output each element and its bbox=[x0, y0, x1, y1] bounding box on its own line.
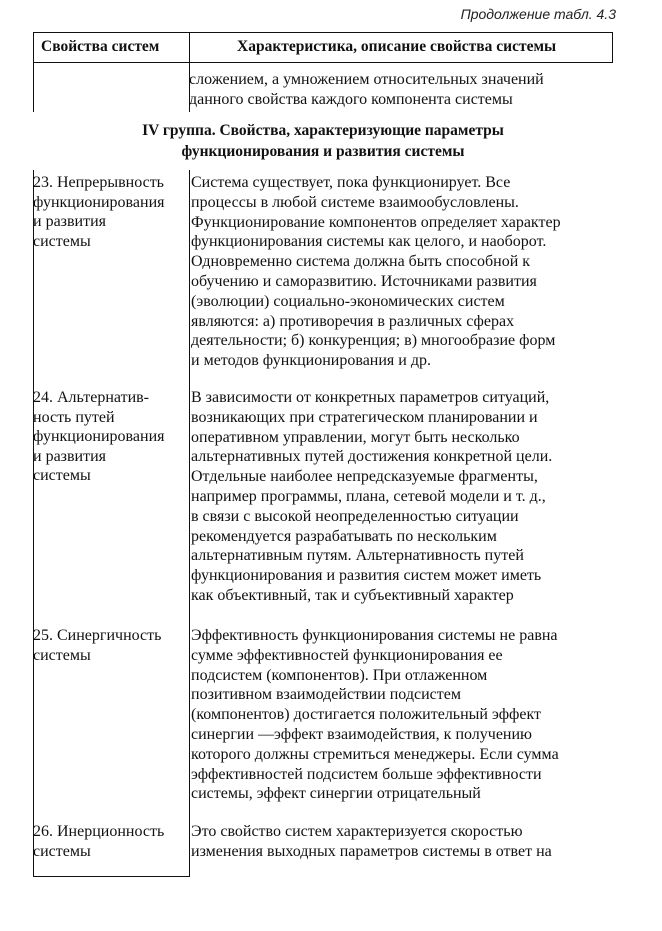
property-name bbox=[33, 388, 185, 486]
continued-description bbox=[189, 70, 599, 110]
property-line: 25. Синергичность bbox=[33, 627, 162, 644]
description-line: альтернативным путям. Альтернативность путей bbox=[191, 547, 524, 565]
description-line: позитивном взаимодействии подсистем bbox=[191, 686, 461, 704]
description-line: обучению и саморазвитию. Источниками развития bbox=[191, 272, 537, 290]
description-line: синергии —эффект взаимодействия, к получению bbox=[191, 725, 532, 743]
description-line: подсистем (компонентов). При отлаженном bbox=[191, 666, 488, 684]
property-description bbox=[191, 822, 606, 862]
description-line: функционирования системы как целого, и наоборот. bbox=[191, 233, 547, 251]
header-bottom-border bbox=[33, 62, 613, 63]
column-header-properties: Свойства систем bbox=[41, 38, 160, 55]
description-line: процессы в любой системе взаимообусловлены. bbox=[191, 193, 519, 211]
group-heading-line: IV группа. Свойства, характеризующие параметры bbox=[142, 122, 504, 139]
property-line: и развития bbox=[33, 213, 107, 230]
table-right-border bbox=[612, 32, 613, 62]
group-heading-line: функционирования и развития системы bbox=[181, 143, 465, 160]
property-name bbox=[33, 173, 185, 251]
description-line: Эффективность функционирования системы не равна bbox=[191, 627, 558, 644]
continued-line: данного свойства каждого компонента системы bbox=[189, 91, 513, 108]
table-bottom-border bbox=[33, 876, 190, 877]
table-top-border bbox=[33, 32, 613, 33]
description-line: Отдельные наиболее непредсказуемые фрагменты, bbox=[191, 468, 538, 486]
property-line: 24. Альтернатив- bbox=[33, 389, 150, 406]
description-line: В зависимости от конкретных параметров ситуаций, bbox=[191, 389, 550, 406]
property-name bbox=[33, 626, 185, 665]
property-line: функционирования bbox=[33, 428, 165, 445]
description-line: возникающих при стратегическом планировании и bbox=[191, 408, 538, 426]
property-description bbox=[191, 388, 606, 606]
description-line: и методов функционирования и др. bbox=[191, 352, 431, 370]
description-line: Одновременно система должна быть способной к bbox=[191, 253, 531, 271]
description-line: эффективностей подсистем больше эффективности bbox=[191, 765, 542, 783]
property-line: системы bbox=[33, 232, 91, 250]
description-line: (эволюции) социально-экономических систем bbox=[191, 292, 505, 310]
description-line: оперативном управлении, могут быть несколько bbox=[191, 428, 520, 446]
property-line: системы bbox=[33, 646, 91, 664]
description-line: (компонентов) достигается положительный эффект bbox=[191, 706, 542, 724]
description-line: изменения выходных параметров системы в ответ на bbox=[191, 842, 552, 860]
description-line: деятельности; б) конкуренция; в) многообразие форм bbox=[191, 332, 556, 350]
description-line: Система существует, пока функционирует. Все bbox=[191, 174, 511, 191]
description-line: в связи с высокой неопределенностью ситуации bbox=[191, 507, 519, 525]
description-line: сумме эффективностей функционирования ее bbox=[191, 646, 503, 664]
property-line: ность путей bbox=[33, 408, 115, 426]
description-line: рекомендуется разрабатывать по нескольким bbox=[191, 527, 497, 545]
property-line: и развития bbox=[33, 447, 107, 465]
property-line: системы bbox=[33, 842, 91, 860]
continued-line: сложением, а умножением относительных значений bbox=[189, 71, 544, 88]
table-left-border-lower bbox=[33, 170, 34, 877]
property-line: системы bbox=[33, 467, 91, 484]
table-caption: Продолжение табл. 4.3 bbox=[460, 6, 616, 22]
description-line: как объективный, так и субъективный характер bbox=[191, 586, 514, 604]
property-name bbox=[33, 822, 185, 861]
description-line: которого должны стремиться менеджеры. Если сумма bbox=[191, 745, 559, 763]
column-divider bbox=[189, 170, 190, 877]
group-heading bbox=[33, 120, 613, 162]
property-line: 23. Непрерывность bbox=[33, 174, 164, 191]
description-line: Функционирование компонентов определяет характер bbox=[191, 213, 561, 231]
table-left-border bbox=[33, 32, 34, 112]
description-line: например программы, плана, сетевой модели и т. д., bbox=[191, 487, 546, 505]
description-line: альтернативных путей достижения конкретной цели. bbox=[191, 448, 553, 466]
column-header-description: Характеристика, описание свойства системы bbox=[237, 38, 557, 55]
property-line: функционирования bbox=[33, 193, 165, 211]
description-line: системы, эффект синергии отрицательный bbox=[191, 785, 481, 803]
description-line: функционирования и развития систем может иметь bbox=[191, 567, 542, 585]
description-line: являются: а) противоречия в различных сферах bbox=[191, 312, 515, 330]
description-line: Это свойство систем характеризуется скоростью bbox=[191, 823, 523, 840]
property-line: 26. Инерционность bbox=[33, 823, 165, 840]
properties-table bbox=[33, 32, 613, 877]
property-description bbox=[191, 173, 606, 371]
property-description bbox=[191, 626, 606, 804]
